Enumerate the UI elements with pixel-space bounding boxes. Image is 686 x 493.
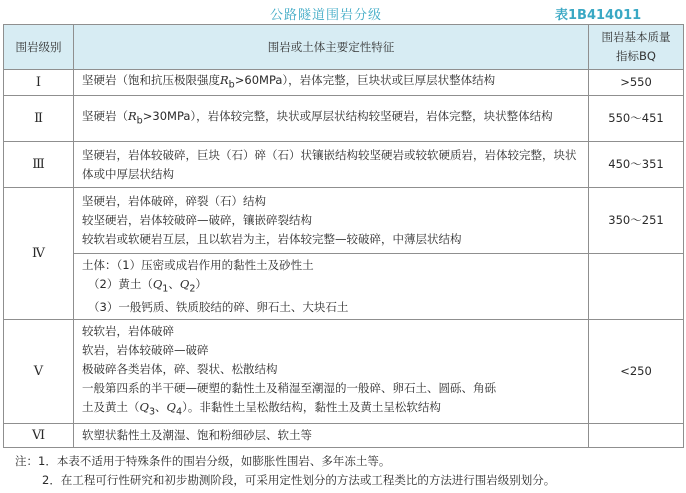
table-row [4, 142, 684, 188]
table-row [4, 70, 684, 96]
header-feature: 围岩或土体主要定性特征 [74, 25, 589, 70]
table-code: 表1B414011 [555, 8, 642, 23]
text: 较软岩，岩体破碎 [82, 323, 174, 338]
text: ）。非黏性土呈松散结构，黏性土及黄土呈松软结构 [182, 399, 441, 414]
header-grade: 围岩级别 [4, 25, 74, 70]
feature-cell: 坚硬岩，岩体较破碎，巨块（石）碎（石）状镶嵌结构较坚硬岩或较软硬质岩，岩体较完整，块状体或中厚层状结构 [74, 142, 589, 188]
bq-cell: <250 [589, 320, 684, 424]
symbol: Q [166, 399, 176, 414]
bq-cell: 350～251 [589, 188, 684, 254]
text [82, 398, 580, 421]
grade-cell: Ⅳ [4, 188, 74, 320]
text: >30MPa），岩体较完整，块状或厚层状结构较坚硬岩，岩体完整，块状整体结构 [142, 108, 553, 123]
grade-cell: Ⅵ [4, 424, 74, 448]
feature-cell [74, 96, 589, 142]
text: 极破碎各类岩体，碎、裂状、松散结构 [82, 361, 278, 376]
text: 土及黄土（ [82, 399, 140, 414]
symbol: Q [152, 276, 163, 291]
text [82, 275, 580, 298]
text: 较软岩或软硬岩互层，且以软岩为主，岩体较完整—较破碎，中薄层状结构 [82, 232, 462, 246]
grade-cell: Ⅲ [4, 142, 74, 188]
subscript: 3 [148, 406, 156, 418]
table-notes [15, 452, 555, 490]
bq-cell: 550～451 [589, 96, 684, 142]
subscript: 1 [162, 283, 169, 295]
feature-cell: 软塑状黏性土及潮湿、饱和粉细砂层、软土等 [74, 424, 589, 448]
text: >60MPa），岩体完整，巨块状或巨厚层状整体结构 [234, 72, 496, 87]
subscript: b [228, 79, 235, 91]
text: 较坚硬岩，岩体较破碎—破碎，镶嵌碎裂结构 [82, 213, 312, 227]
table-title: 公路隧道围岩分级 [270, 8, 383, 23]
header-row [4, 25, 684, 70]
grade-cell: Ⅱ [4, 96, 74, 142]
note-2: 2．在工程可行性研究和初步勘测阶段，可采用定性划分的方法或工程类比的方法进行围岩级别划分。 [42, 473, 556, 487]
bq-cell [589, 424, 684, 448]
text: 坚硬岩（ [82, 108, 128, 123]
table-row [4, 96, 684, 142]
note-1: 注：1．本表不适用于特殊条件的围岩分级，如膨胀性围岩、多年冻土等。 [15, 454, 391, 468]
rock-classification-table [3, 24, 684, 448]
header-bq-line2: 指标BQ [616, 49, 656, 63]
table-row [4, 320, 684, 424]
table-caption [0, 0, 686, 24]
subscript: b [136, 115, 143, 127]
bq-cell: >550 [589, 70, 684, 96]
text: 、 [168, 276, 180, 291]
text: 、 [155, 399, 167, 414]
symbol: Q [139, 399, 149, 414]
bq-cell: 450～351 [589, 142, 684, 188]
table-row [4, 254, 684, 320]
text: 土体：（1）压密或成岩作用的黏性土及砂性土 [82, 257, 314, 272]
text: 一般第四系的半干硬—硬塑的黏性土及稍湿至潮湿的一般碎、卵石土、圆砾、角砾 [82, 380, 496, 395]
feature-cell [74, 70, 589, 96]
grade-cell: Ⅰ [4, 70, 74, 96]
symbol: R [128, 108, 137, 123]
symbol: Q [179, 276, 190, 291]
grade-cell: Ⅴ [4, 320, 74, 424]
bq-cell [589, 254, 684, 320]
feature-cell [74, 320, 589, 424]
feature-cell [74, 254, 589, 320]
text: 坚硬岩（饱和抗压极限强度 [82, 72, 220, 87]
table-row [4, 188, 684, 254]
text: （2）黄土（ [88, 276, 153, 291]
text: 软岩，岩体较破碎—破碎 [82, 342, 209, 357]
feature-cell [74, 188, 589, 254]
header-bq [589, 25, 684, 70]
header-bq-line1: 围岩基本质量 [601, 30, 671, 44]
text: 坚硬岩，岩体破碎，碎裂（石）结构 [82, 194, 266, 208]
subscript: 2 [189, 283, 196, 295]
symbol: R [220, 72, 229, 87]
text: （3）一般钙质、铁质胶结的碎、卵石土、大块石土 [88, 300, 349, 315]
subscript: 4 [175, 406, 183, 418]
table-row [4, 424, 684, 448]
text: ） [195, 276, 207, 291]
